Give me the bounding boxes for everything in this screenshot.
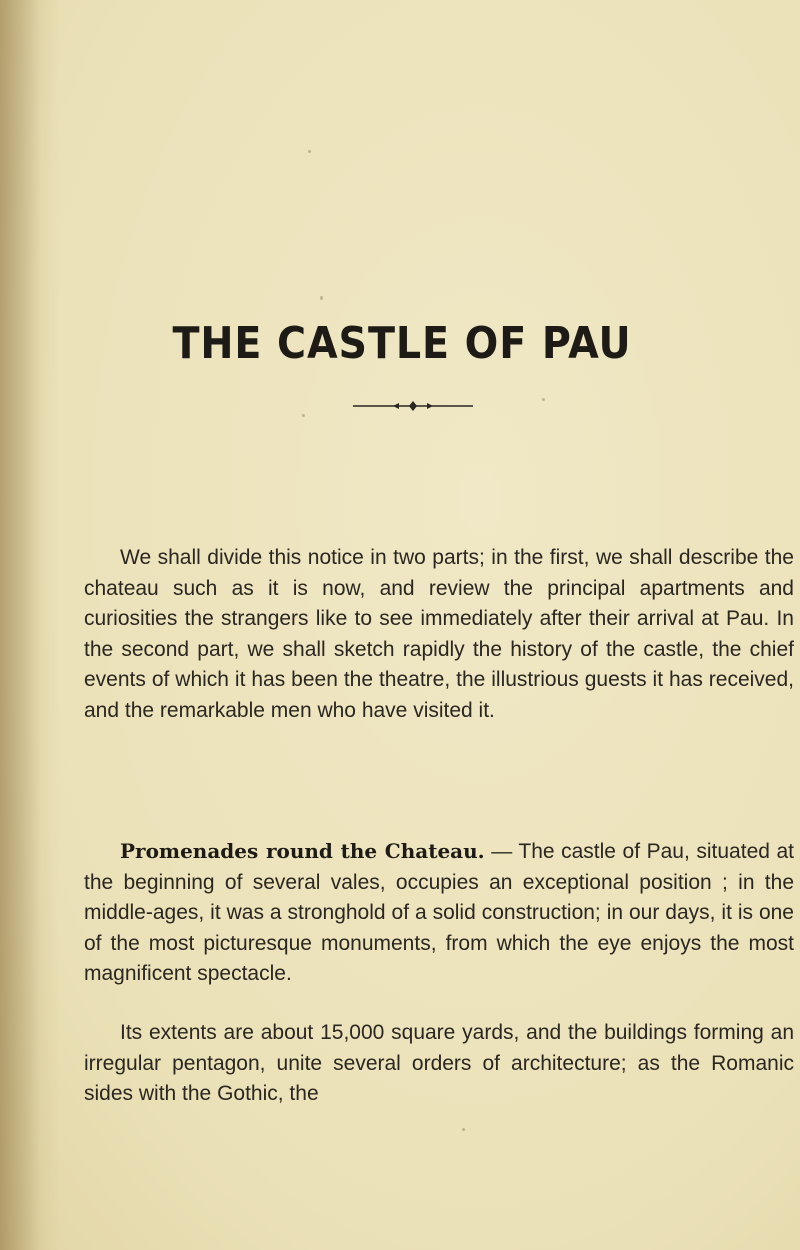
page-spine-shadow [0, 0, 40, 1250]
chapter-title: THE CASTLE OF PAU [172, 318, 632, 369]
promenades-text: — The castle of Pau, situated at the beginning of several vales, occupies an exceptional position ; in the middle-ages, it was a stronghold of a solid construction; in our days, it is one of the most picturesque monuments, from which the eye enjoys the most magnificent spectacle. [84, 840, 795, 985]
promenades-paragraph [84, 836, 794, 990]
paper-speck [462, 1128, 465, 1131]
extents-paragraph: Its extents are about 15,000 square yards, and the buildings forming an irregular pentagon, unite several orders of architecture; as the Romanic sides with the Gothic, the [84, 1021, 794, 1105]
paper-speck [542, 398, 545, 401]
paper-speck [302, 414, 305, 417]
section-heading: Promenades round the Chateau. [120, 839, 485, 863]
paper-speck [320, 296, 323, 300]
paper-speck [308, 150, 311, 153]
intro-paragraph: We shall divide this notice in two parts; in the first, we shall describe the chateau such as it is now, and review the principal apartments and curiosities the strangers like to see immediately after their arrival at Pau. In the second part, we shall sketch rapidly the history of the castle, the chief events of which it has been the theatre, the illustrious guests it has received, and the remarkable men who have visited it. [84, 546, 794, 722]
title-ornament [353, 400, 473, 412]
